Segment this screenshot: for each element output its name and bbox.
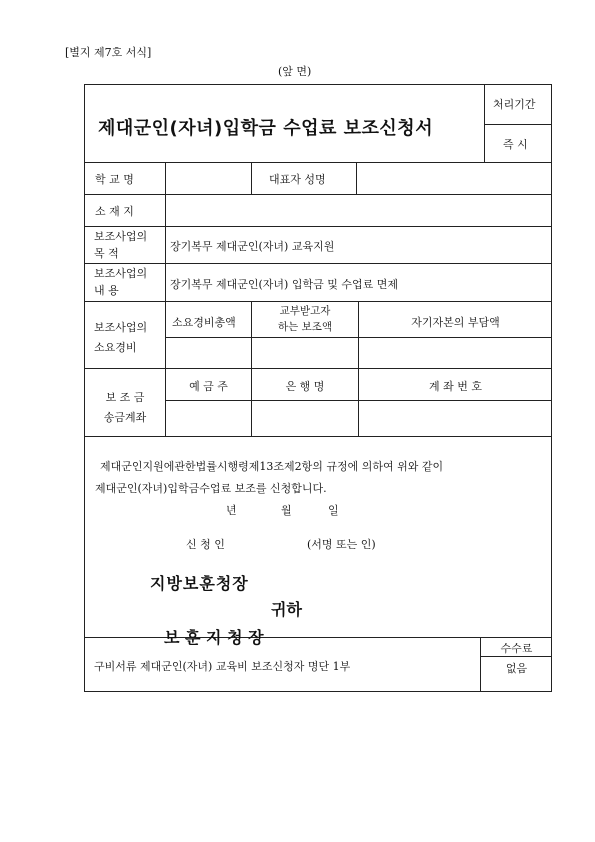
- attachments-note: 구비서류 제대군인(자녀) 교육비 보조신청자 명단 1부: [94, 660, 351, 673]
- account-number-header: 계 좌 번 호: [429, 380, 482, 393]
- total-cost-field[interactable]: [166, 338, 250, 367]
- divider: [251, 162, 252, 194]
- divider: [484, 84, 485, 162]
- cost-label: [94, 318, 147, 358]
- date-month: 월: [281, 504, 292, 517]
- statement-line: 제대군인(자녀)입학금수업료 보조를 신청합니다.: [95, 482, 327, 495]
- signature-note: (서명 또는 인): [307, 538, 376, 551]
- purpose-label-line: 목 적: [94, 247, 119, 260]
- date-day: 일: [328, 504, 339, 517]
- grant-amount-header: [252, 303, 358, 335]
- fee-value: 없음: [505, 662, 528, 675]
- recipient-office: 지방보훈청장: [150, 574, 249, 593]
- processing-period-label: 처리기간: [493, 98, 536, 111]
- divider: [484, 124, 552, 125]
- applicant-label: 신 청 인: [186, 538, 225, 551]
- content-label-line: 보조사업의: [94, 267, 148, 280]
- self-funding-field[interactable]: [359, 338, 551, 367]
- grant-amount-field[interactable]: [252, 338, 357, 367]
- grant-amount-header-line: 하는 보조액: [277, 321, 333, 333]
- purpose-label: [94, 228, 147, 262]
- date-year: 년: [226, 504, 237, 517]
- divider: [480, 656, 552, 657]
- form-title: 제대군인(자녀)입학금 수업료 보조신청서: [98, 118, 434, 139]
- purpose-label-line: 보조사업의: [94, 230, 148, 243]
- account-label: [85, 388, 165, 428]
- representative-field[interactable]: [357, 163, 551, 193]
- account-label-line: 송금계좌: [103, 411, 147, 424]
- content-label: [94, 265, 147, 299]
- divider: [84, 263, 552, 264]
- account-holder-header: 예 금 주: [189, 380, 228, 393]
- content-value: 장기복무 제대군인(자녀) 입학금 및 수업료 면제: [170, 278, 398, 291]
- divider: [84, 637, 552, 638]
- location-field[interactable]: [166, 195, 551, 225]
- divider: [84, 226, 552, 227]
- school-name-label: 학 교 명: [95, 173, 134, 186]
- processing-period-value: 즉 시: [503, 138, 528, 151]
- fee-label: 수수료: [500, 642, 533, 655]
- recipient-branch-clip: [150, 623, 350, 647]
- total-cost-header: 소요경비총액: [172, 316, 236, 329]
- recipient-branch-office: 보 훈 지 청 장: [164, 628, 264, 647]
- cost-label-line: 소요경비: [94, 341, 137, 354]
- account-holder-field[interactable]: [166, 401, 250, 435]
- school-name-field[interactable]: [166, 163, 250, 193]
- divider: [84, 368, 552, 369]
- page-side-label: (앞 면): [278, 65, 312, 78]
- representative-label: 대표자 성명: [269, 173, 326, 186]
- location-label: 소 재 지: [95, 205, 134, 218]
- content-label-line: 내 용: [94, 284, 119, 297]
- bank-name-header: 은 행 명: [285, 380, 325, 393]
- self-funding-header: 자기자본의 부담액: [411, 316, 500, 329]
- divider: [84, 301, 552, 302]
- grant-amount-header-line: 교부받고자: [279, 305, 331, 317]
- statement-line: 제대군인지원에관한법률시행령제13조제2항의 규정에 의하여 위와 같이: [100, 460, 444, 473]
- recipient-honorific: 귀하: [271, 600, 302, 619]
- purpose-value: 장기복무 제대군인(자녀) 교육지원: [170, 240, 335, 253]
- bank-name-field[interactable]: [252, 401, 357, 435]
- divider: [84, 436, 552, 437]
- account-number-field[interactable]: [359, 401, 551, 435]
- cost-label-line: 보조사업의: [94, 321, 148, 334]
- form-number: [별지 제7호 서식]: [65, 46, 152, 59]
- account-label-line: 보 조 금: [105, 391, 145, 404]
